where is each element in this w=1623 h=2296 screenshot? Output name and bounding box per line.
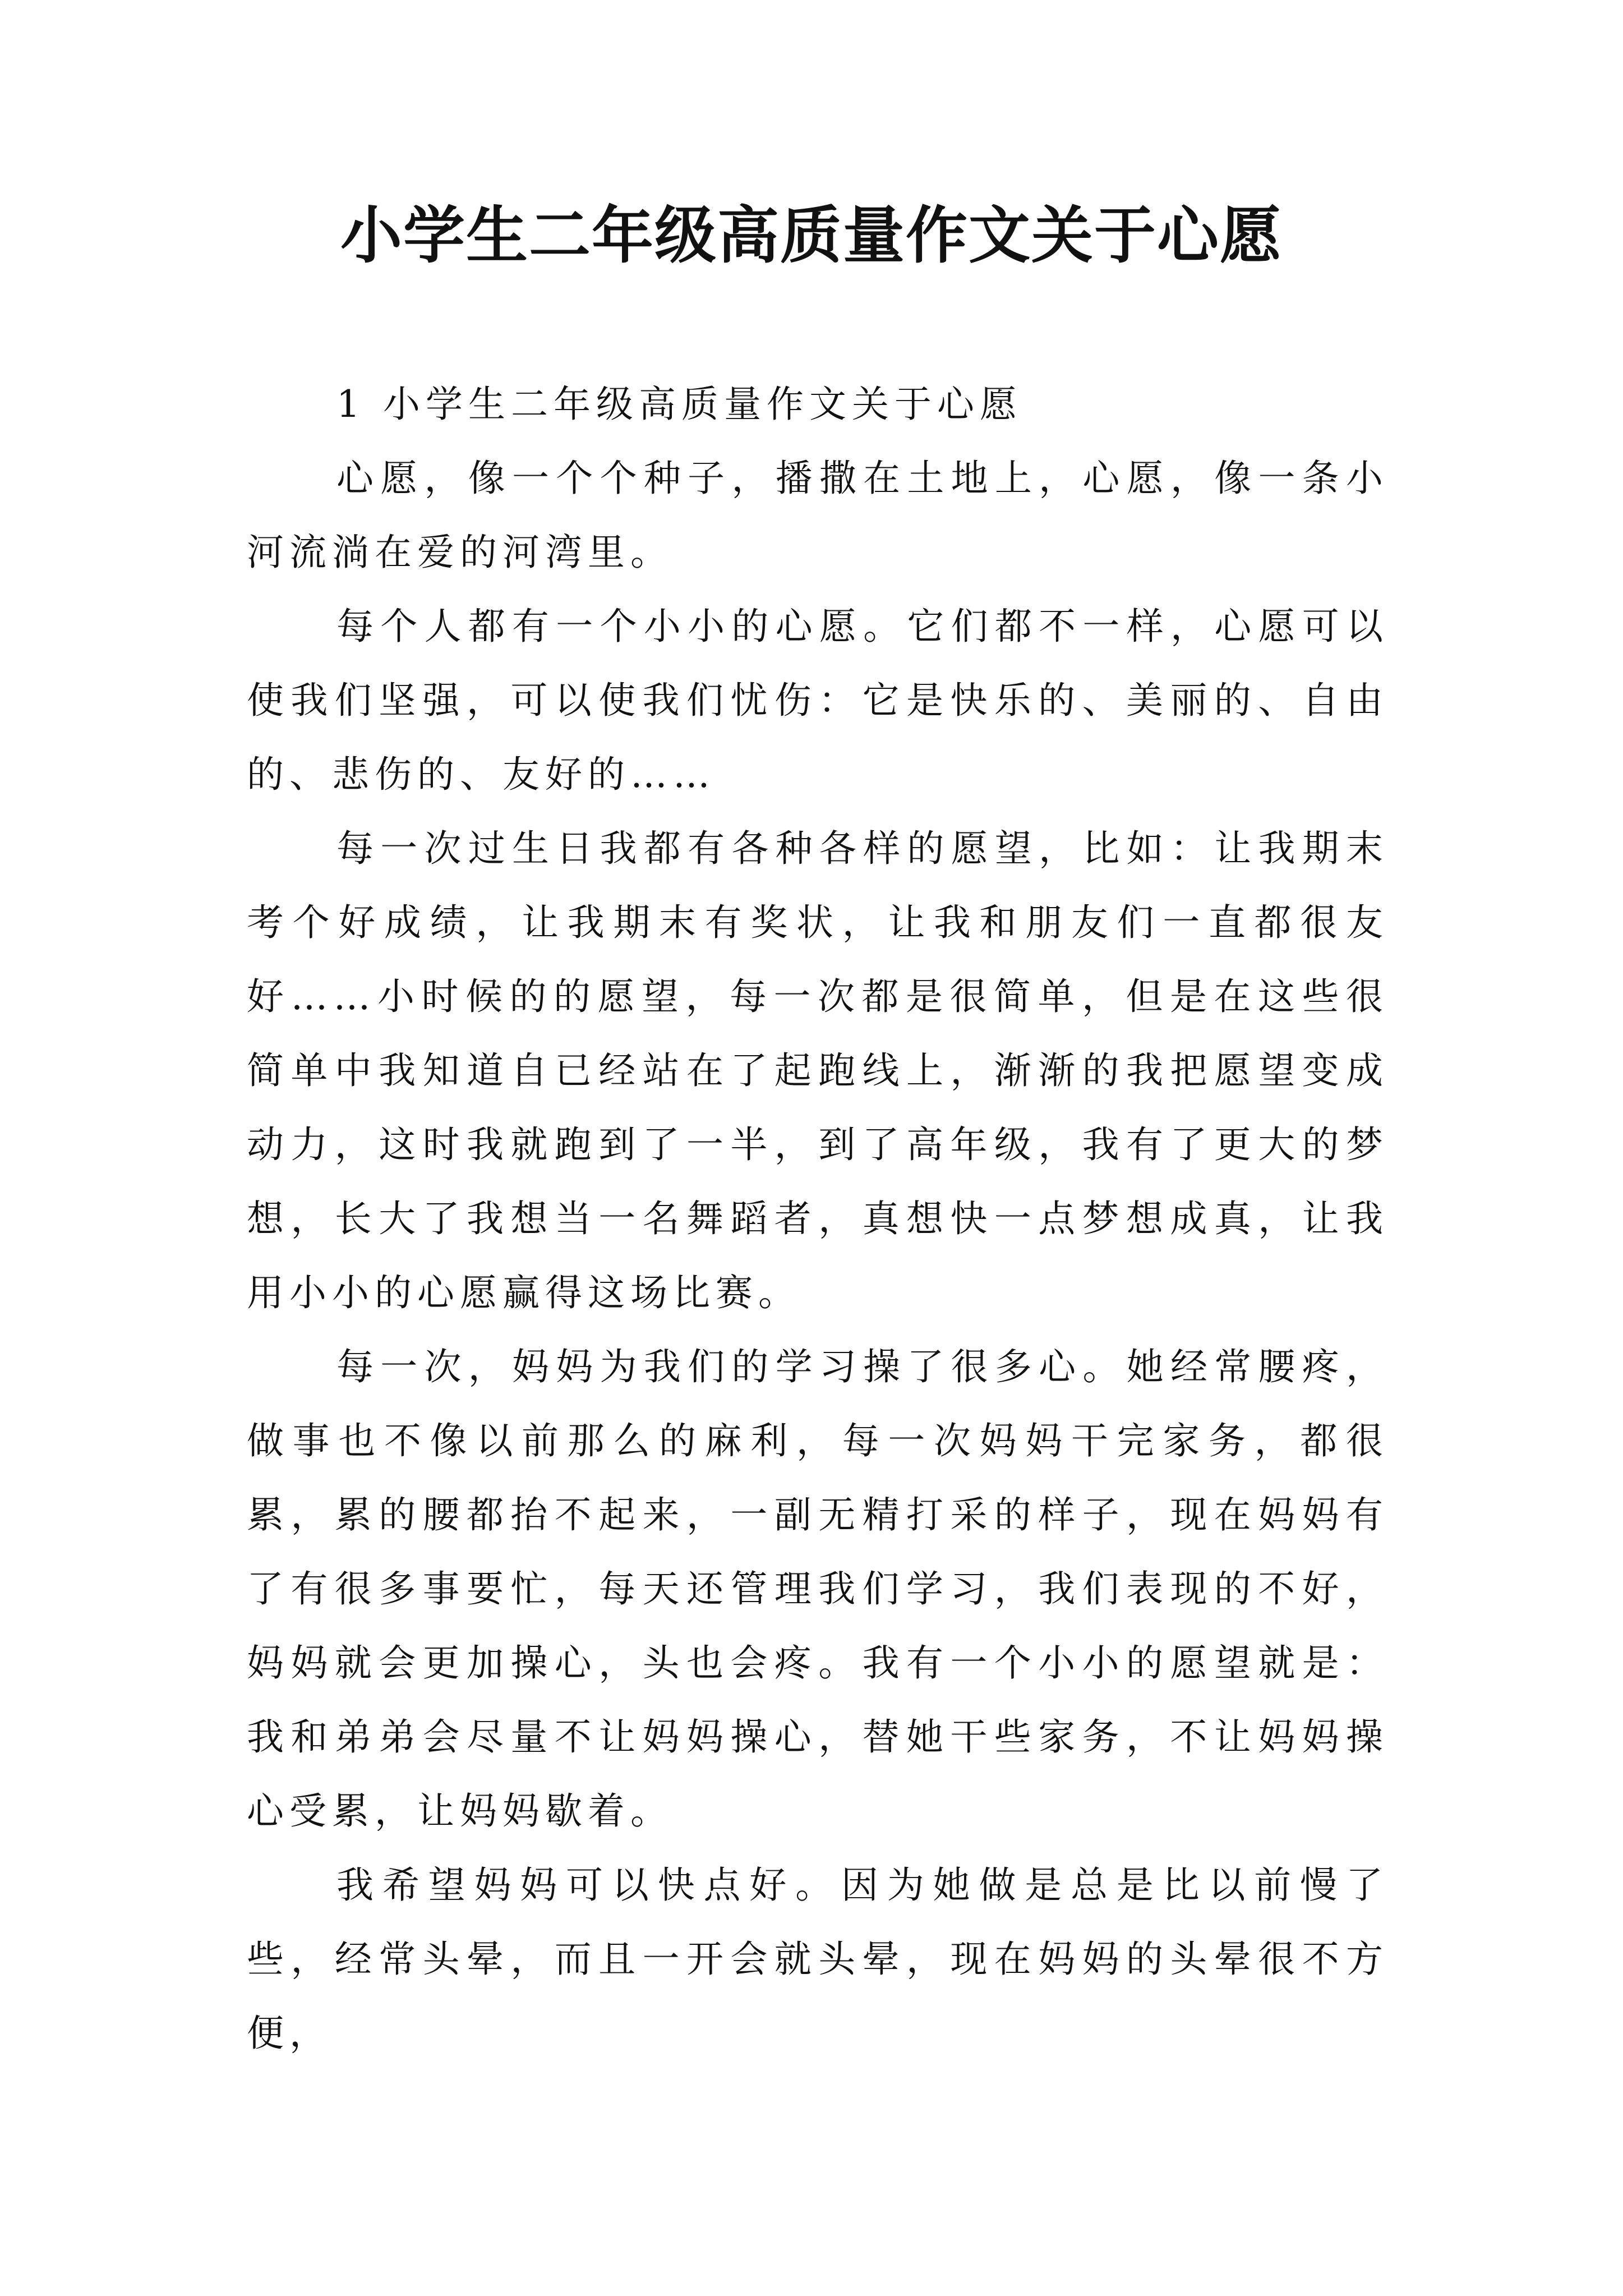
section-heading: 1 小学生二年级高质量作文关于心愿 <box>336 383 1022 426</box>
document-title: 小学生二年级高质量作文关于心愿 <box>340 200 1283 272</box>
paragraph: 心愿，像一个个种子，播撒在土地上，心愿，像一条小河流淌在爱的河湾里。 <box>247 457 1389 574</box>
document-body <box>247 367 1389 2070</box>
paragraph: 我希望妈妈可以快点好。因为她做是总是比以前慢了些，经常头晕，而且一开会就头晕，现在妈妈的头晕很不方便， <box>247 1864 1389 2055</box>
paragraph: 每一次过生日我都有各种各样的愿望，比如：让我期末考个好成绩，让我期末有奖状，让我和朋友们一直都很友好……小时候的的愿望，每一次都是很简单，但是在这些很简单中我知道自已经站在了起跑线上，渐渐的我把愿望变成动力，这时我就跑到了一半，到了高年级，我有了更大的梦想，长大了我想当一名舞蹈者，真想快一点梦想成真，让我用小小的心愿赢得这场比赛。 <box>247 827 1389 1314</box>
paragraph: 每个人都有一个小小的心愿。它们都不一样，心愿可以使我们坚强，可以使我们忧伤：它是快乐的、美丽的、自由的、悲伤的、友好的…… <box>247 605 1389 796</box>
paragraph: 每一次，妈妈为我们的学习操了很多心。她经常腰疼，做事也不像以前那么的麻利，每一次妈妈干完家务，都很累，累的腰都抬不起来，一副无精打采的样子，现在妈妈有了有很多事要忙，每天还管理我们学习，我们表现的不好，妈妈就会更加操心，头也会疼。我有一个小小的愿望就是：我和弟弟会尽量不让妈妈操心，替她干些家务，不让妈妈操心受累，让妈妈歇着。 <box>247 1345 1389 1833</box>
